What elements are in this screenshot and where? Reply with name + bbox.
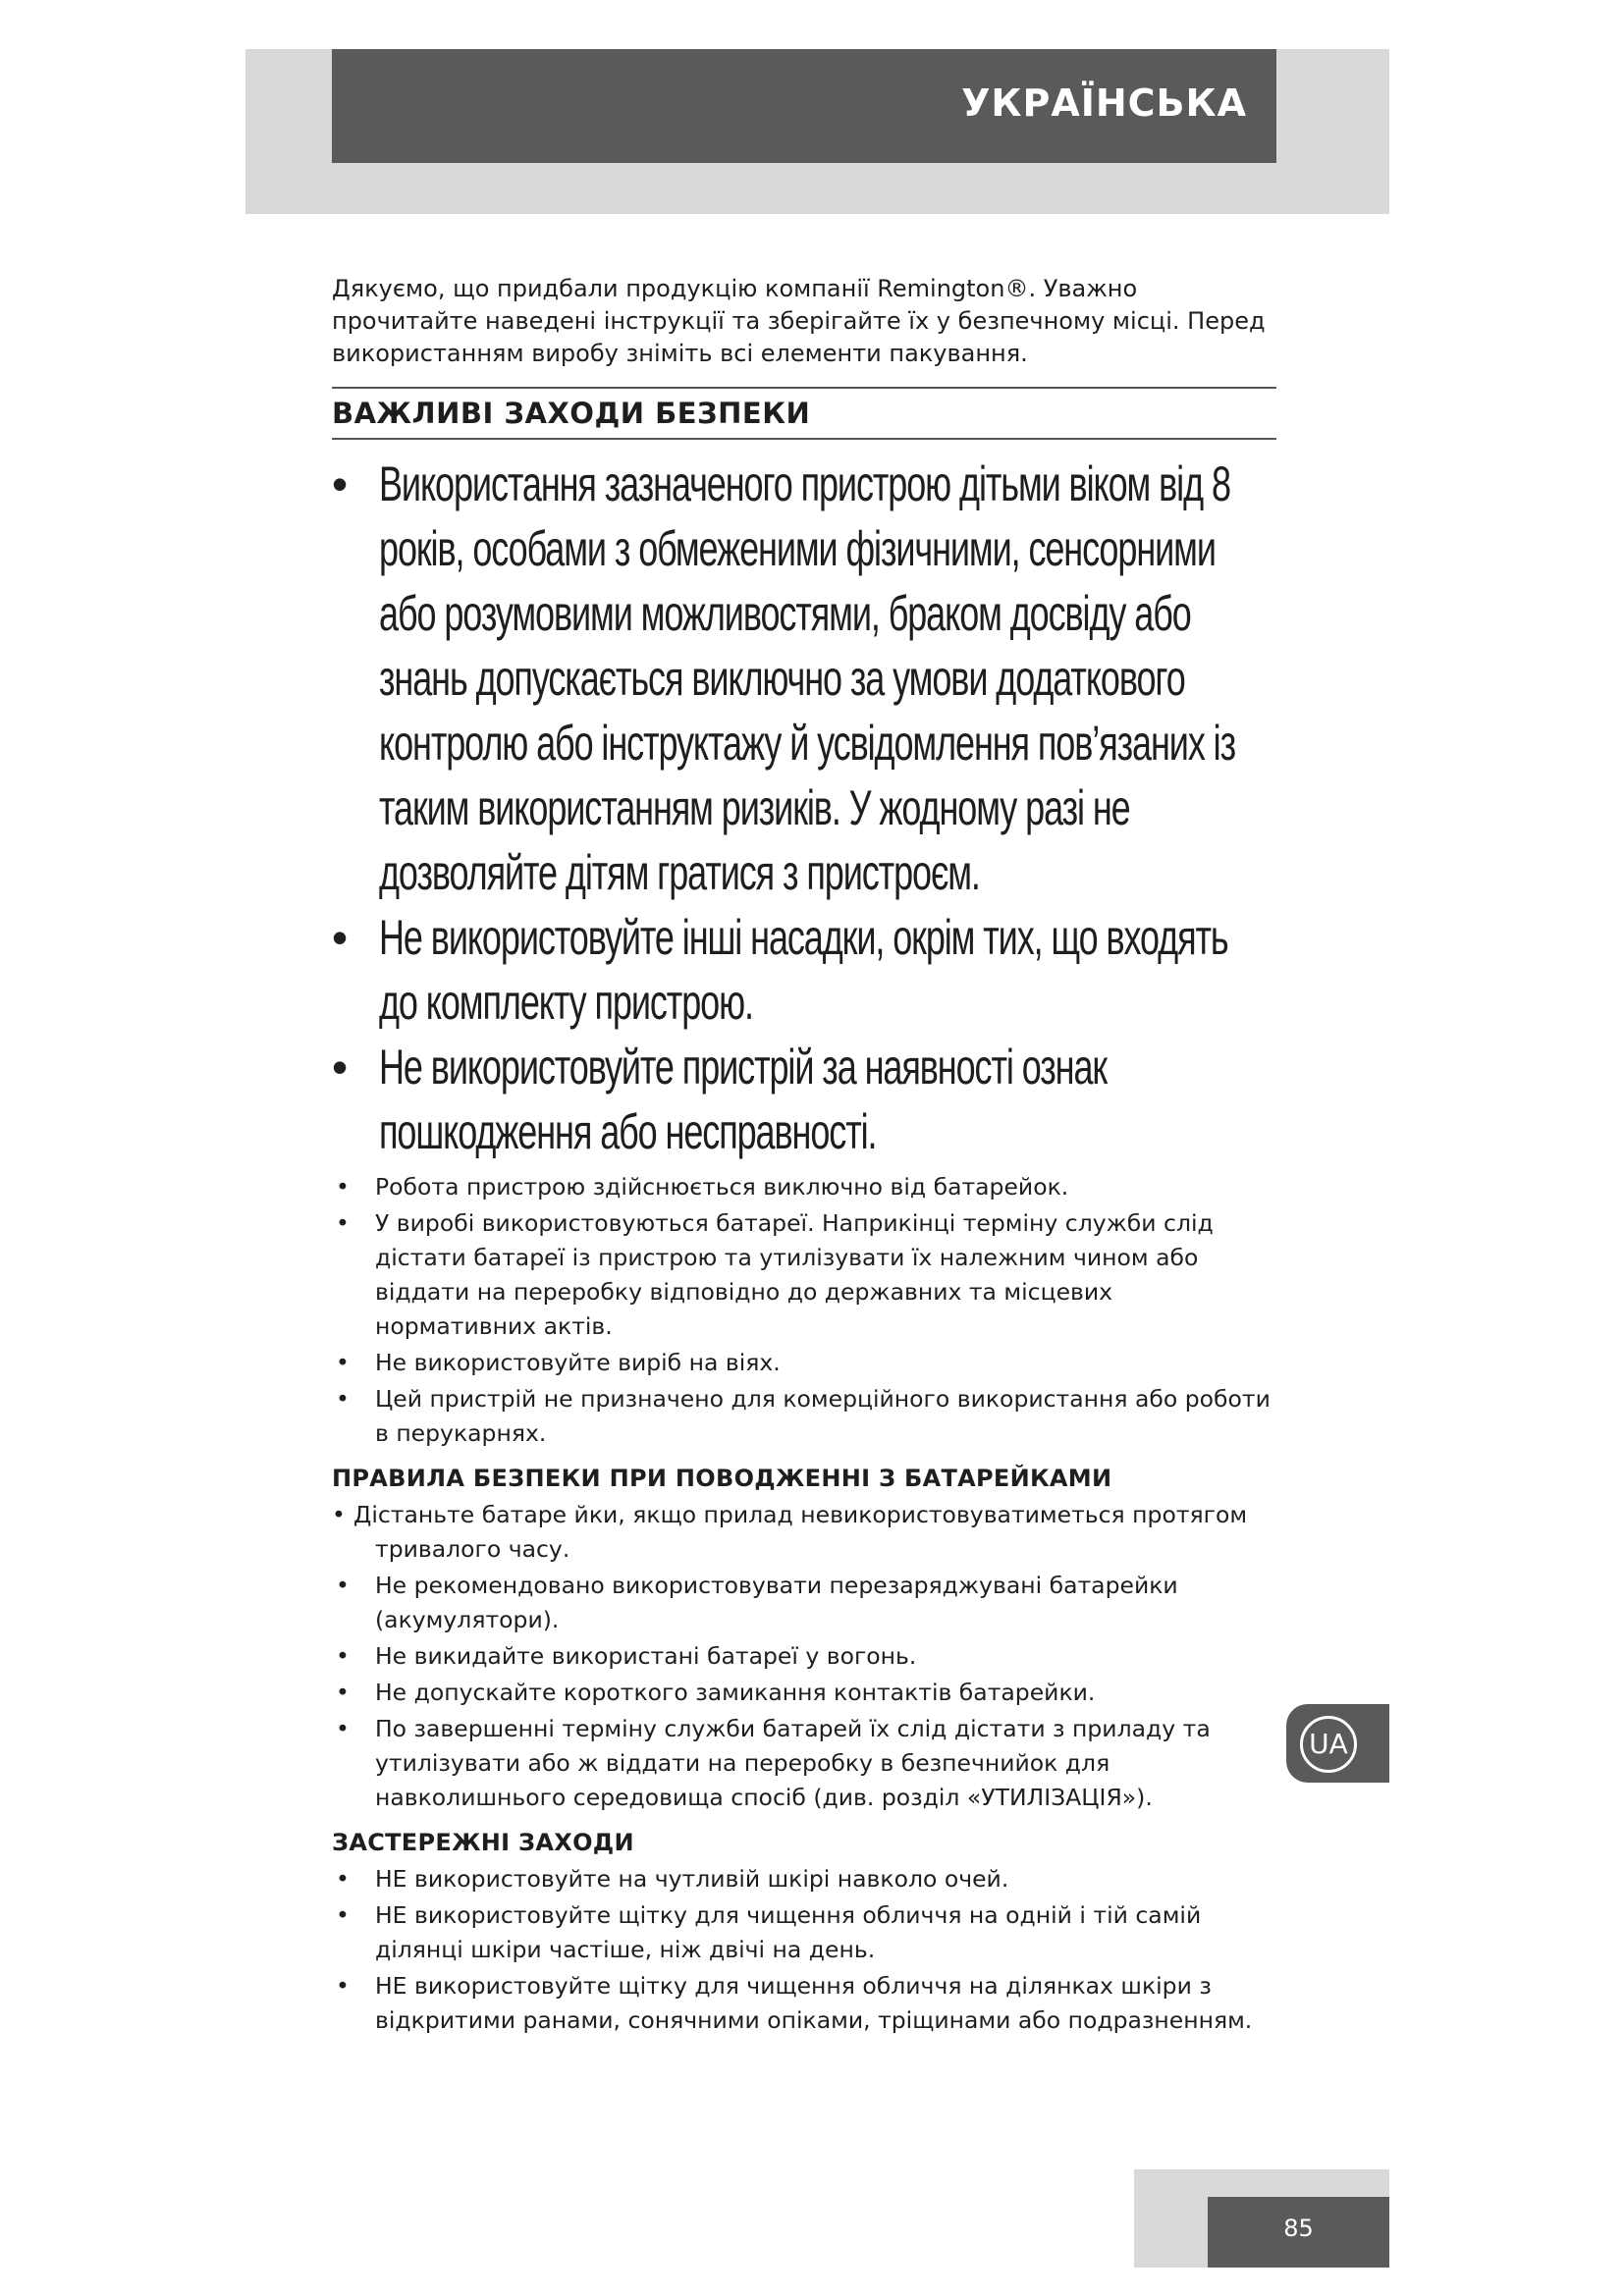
safety-heading: ВАЖЛИВІ ЗАХОДИ БЕЗПЕКИ — [332, 387, 1276, 440]
list-item: • Не рекомендовано використовувати перезаряджувані батарейки (акумулятори). — [332, 1569, 1276, 1637]
list-item: • Робота пристрою здійснюється виключно від батарейок. — [332, 1170, 1276, 1204]
list-item: • По завершенні терміну служби батарей їх слід дістати з приладу та утилізувати або ж віддати на переробку в безпечнийок для навколишнього середовища спосіб (див. розділ «УТИЛІЗАЦІЯ»). — [332, 1712, 1276, 1815]
list-item: • Не викидайте використані батареї у вогонь. — [332, 1639, 1276, 1674]
safety-list — [332, 1170, 1276, 1451]
battery-heading: ПРАВИЛА БЕЗПЕКИ ПРИ ПОВОДЖЕННІ З БАТАРЕЙКАМИ — [332, 1465, 1112, 1492]
precautions-heading: ЗАСТЕРЕЖНІ ЗАХОДИ — [332, 1829, 634, 1856]
list-item: • Не використовуйте пристрій за наявності ознак пошкодження або несправності. — [332, 1035, 1276, 1164]
battery-safety-list — [332, 1498, 1276, 1815]
list-item: • Не використовуйте виріб на віях. — [332, 1346, 1276, 1380]
list-item: • Не використовуйте інші насадки, окрім тих, що входять до комплекту пристрою. — [332, 905, 1276, 1035]
precautions-list — [332, 1862, 1276, 2038]
page-number: 85 — [1283, 2215, 1314, 2242]
intro-paragraph: Дякуємо, що придбали продукцію компанії Remington®. Уважно прочитайте наведені інструкції та зберігайте їх у безпечному місці. Перед використанням виробу зніміть всі елементи пакування. — [332, 275, 1266, 367]
header-bar — [332, 49, 1276, 163]
list-item: • НЕ використовуйте щітку для чищення обличчя на одній і тій самій ділянці шкіри частіше, ніж двічі на день. — [332, 1898, 1276, 1967]
list-item: • Використання зазначеного пристрою дітьми віком від 8 років, особами з обмеженими фізичними, сенсорними або розумовими можливостями, браком досвіду або знань допускається виключно за умови додаткового контролю або інструктажу й усвідомлення пов’язаних із таким використанням ризиків. У жодному разі не дозволяйте дітям гратися з пристроєм. — [332, 452, 1276, 905]
page-number-box — [1208, 2197, 1389, 2268]
language-badge — [1286, 1704, 1389, 1783]
list-item: • НЕ використовуйте на чутливій шкірі навколо очей. — [332, 1862, 1276, 1896]
important-safety-list — [332, 452, 1276, 1164]
list-item: • НЕ використовуйте щітку для чищення обличчя на ділянках шкіри з відкритими ранами, сонячними опіками, тріщинами або подразненням. — [332, 1969, 1276, 2038]
list-item: • У виробі використовуються батареї. Наприкінці терміну служби слід дістати батареї із пристрою та утилізувати їх належним чином або віддати на переробку відповідно до державних та місцевих нормативних актів. — [332, 1206, 1276, 1344]
page-content — [332, 273, 1276, 2040]
ua-label: UA — [1300, 1716, 1357, 1773]
list-item: • Цей пристрій не призначено для комерційного використання або роботи в перукарнях. — [332, 1382, 1276, 1451]
language-title: УКРАЇНСЬКА — [961, 81, 1247, 125]
list-item: • Дістаньте батаре йки, якщо прилад невикористовуватиметься протягом тривалого часу. — [332, 1498, 1276, 1567]
list-item: • Не допускайте короткого замикання контактів батарейки. — [332, 1676, 1276, 1710]
